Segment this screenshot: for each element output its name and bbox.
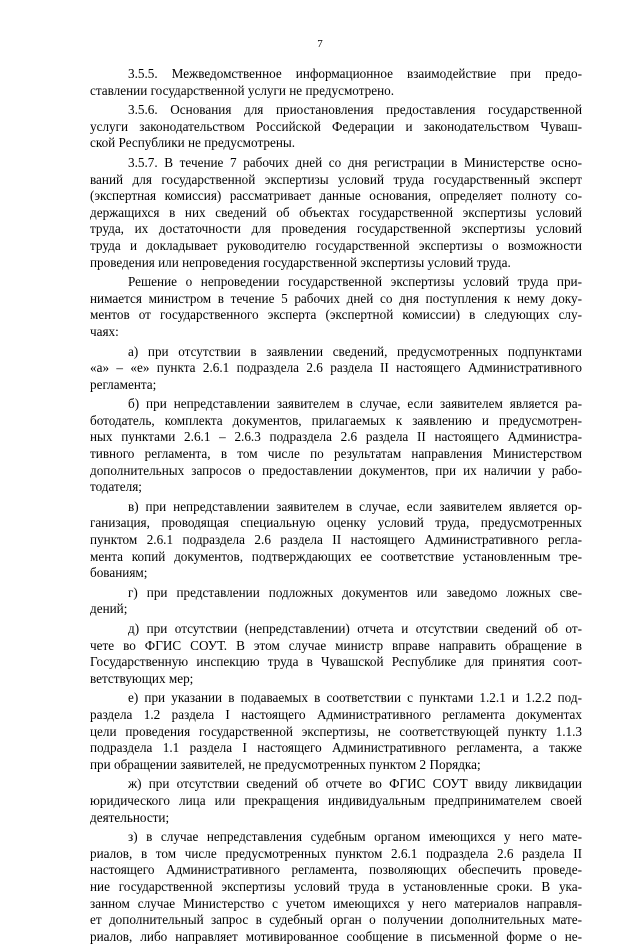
text-line: Решение о непроведении государственной экспертизы условий труда при- xyxy=(128,274,582,290)
paragraph-p-b xyxy=(90,396,582,496)
text-line: «а» – «е» пункта 2.6.1 подраздела 2.6 раздела II настоящего Административного xyxy=(90,360,582,376)
paragraph-p-3-5-6 xyxy=(90,102,582,152)
page-number: 7 xyxy=(317,38,323,50)
text-line: труда и докладывает руководителю государственной экспертизы о возможности xyxy=(90,237,582,253)
paragraph-p-a xyxy=(90,344,582,394)
text-line: б) при непредставлении заявителем в случае, если заявителем является ра- xyxy=(128,396,582,412)
paragraph-p-g xyxy=(90,585,582,618)
paragraph-p-z xyxy=(90,829,582,945)
text-line: чете во ФГИС СОУТ. В этом случае министр вправе направить обращение в xyxy=(90,637,582,653)
text-line: д) при отсутствии (непредставлении) отчета и отсутствии сведений об от- xyxy=(128,621,582,636)
text-line: дений; xyxy=(90,601,128,617)
text-line: юридического лица или прекращения индивидуальным предпринимателем своей xyxy=(90,792,582,808)
text-line: тивного регламента, в том числе по результатам направления Министерством xyxy=(90,446,582,462)
text-line: раздела 1.2 раздела I настоящего Административного регламента документах xyxy=(90,706,582,722)
paragraph-p-d xyxy=(90,621,582,687)
paragraph-p-3-5-7 xyxy=(90,155,582,271)
text-line: нимается министром в течение 5 рабочих дней со дня поступления к нему доку- xyxy=(90,290,582,306)
text-line: риалов, в том числе предусмотренных пунктом 2.6.1 подраздела 2.6 раздела II xyxy=(90,845,582,861)
text-line: ставлении государственной услуги не предусмотрено. xyxy=(90,82,395,98)
text-line: ментов от государственного эксперта (экспертной комиссии) в следующих слу- xyxy=(90,307,582,323)
text-line: ской Республики не предусмотрены. xyxy=(90,135,296,151)
paragraph-p-v xyxy=(90,499,582,582)
text-line: держащихся в них сведений об объектах государственной экспертизы условий xyxy=(90,204,582,220)
paragraph-p-zh xyxy=(90,776,582,826)
paragraph-p-e xyxy=(90,690,582,773)
text-line: деятельности; xyxy=(90,809,170,825)
text-line: в) при непредставлении заявителем в случае, если заявителем является ор- xyxy=(128,498,582,514)
text-line: ние государственной экспертизы условий труда в установленные сроки. В ука- xyxy=(90,878,582,894)
text-line: настоящего Административного регламента, позволяющих обеспечить проведе- xyxy=(90,862,582,878)
text-line: (экспертная комиссия) рассматривает данные основания, определяет полноту со- xyxy=(90,188,582,204)
text-line: ганизация, проводящая специальную оценку условий труда, предусмотренных xyxy=(90,515,582,531)
text-line: чаях: xyxy=(90,323,119,339)
text-line: при обращении заявителей, не предусмотренных пунктом 2 Порядка; xyxy=(90,756,481,772)
text-line: ботодатель, комплекта документов, прилагаемых к заявлению и предусмотрен- xyxy=(90,412,582,428)
text-line: ветствующих мер; xyxy=(90,670,194,686)
text-line: 3.5.7. В течение 7 рабочих дней со дня регистрации в Министерстве осно- xyxy=(128,154,582,170)
text-line: а) при отсутствии в заявлении сведений, предусмотренных подпунктами xyxy=(128,343,582,359)
paragraph-p-3-5-5 xyxy=(90,66,582,99)
text-line: мента копий документов, подтверждающих ее соответствие установленным тре- xyxy=(90,548,582,564)
text-line: бованиям; xyxy=(90,565,148,581)
text-line: регламента; xyxy=(90,376,157,392)
text-line: подраздела 1.1 раздела I настоящего Административного регламента, а также xyxy=(90,740,582,756)
text-line: ж) при отсутствии сведений об отчете во ФГИС СОУТ ввиду ликвидации xyxy=(128,776,582,792)
text-line: цели проведения государственной экспертизы, не соответствующей пункту 1.1.3 xyxy=(90,723,582,739)
text-line: 3.5.6. Основания для приостановления предоставления государственной xyxy=(128,102,582,118)
text-line: пунктом 2.6.1 подраздела 2.6 раздела II настоящего Административного регла- xyxy=(90,532,582,548)
text-line: тодателя; xyxy=(90,479,142,495)
paragraph-p-decision xyxy=(90,274,582,340)
document-body xyxy=(90,66,582,945)
text-line: з) в случае непредставления судебным органом имеющихся у него мате- xyxy=(128,829,582,845)
text-line: Государственную инспекцию труда в Чувашской Республике для принятия соот- xyxy=(90,654,582,670)
text-line: 3.5.5. Межведомственное информационное взаимодействие при предо- xyxy=(128,66,582,81)
text-line: е) при указании в подаваемых в соответствии с пунктами 1.2.1 и 1.2.2 под- xyxy=(128,690,582,706)
text-line: г) при представлении подложных документов или заведомо ложных све- xyxy=(128,584,582,600)
text-line: ных пунктами 2.6.1 – 2.6.3 подраздела 2.6 раздела II настоящего Администра- xyxy=(90,429,582,445)
text-line: дополнительных запросов о предоставлении документов, при их наличии у рабо- xyxy=(90,462,582,478)
text-line: ваний для государственной экспертизы условий труда государственный эксперт xyxy=(90,171,582,187)
text-line: услуги законодательством Российской Федерации и законодательством Чуваш- xyxy=(90,118,582,134)
text-line: проведения или непроведения государственной экспертизы условий труда. xyxy=(90,254,511,270)
text-line: риалов, либо направляет мотивированное сообщение в письменной форме о не- xyxy=(90,928,582,944)
text-line: труда, их достаточности для проведения государственной экспертизы условий xyxy=(90,221,582,237)
text-line: занном случае Министерство с учетом имеющихся у него материалов направля- xyxy=(90,895,582,911)
text-line: ет дополнительный запрос в судебный орган о получении дополнительных мате- xyxy=(90,912,582,928)
